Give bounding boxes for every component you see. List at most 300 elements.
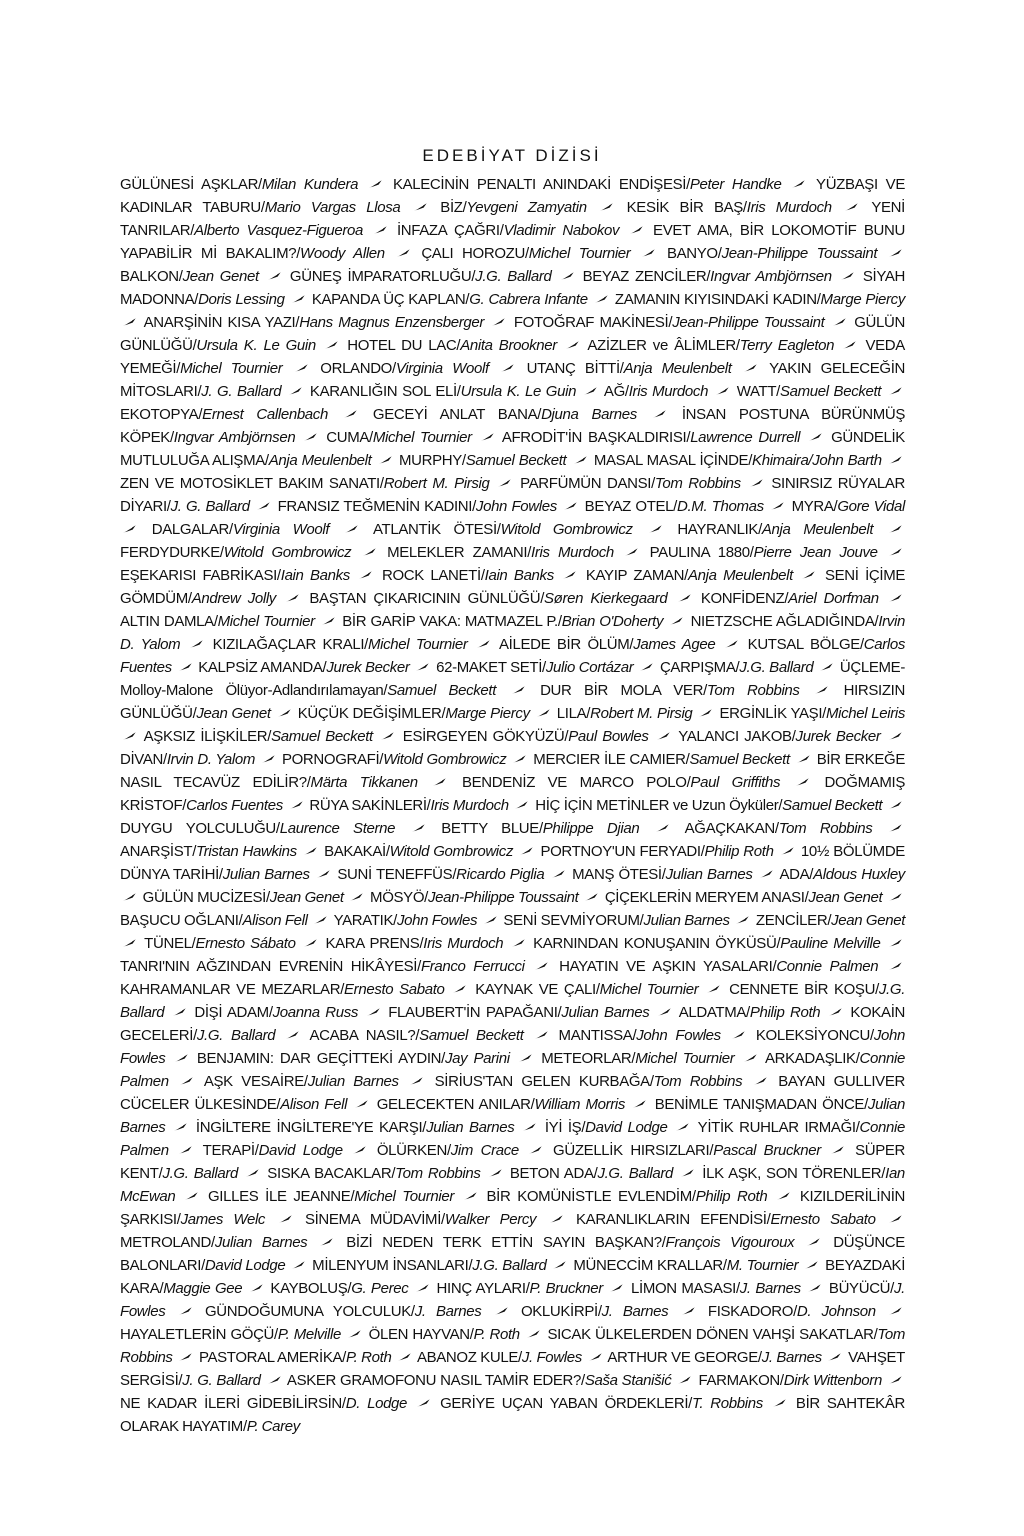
book-title: FRANSIZ TEĞMENİN KADINI (277, 498, 473, 515)
quill-pen-icon (642, 249, 655, 257)
book-title: ÇİÇEKLERİN MERYEM ANASI (604, 889, 805, 906)
book-title: KAHRAMANLAR VE MEZARLAR (120, 981, 341, 998)
book-author: Anja Meulenbelt (761, 521, 874, 538)
book-author: Jean Genet (182, 268, 259, 285)
book-title: SENİ SEVMİYORUM (503, 912, 640, 929)
book-author: Carlos Fuentes (186, 797, 283, 814)
quill-pen-icon (123, 525, 136, 533)
book-title: İNSAN POSTUNA BÜRÜNMÜŞ KÖPEK (120, 406, 905, 446)
book-author: Julian Barnes (222, 866, 310, 883)
book-entry: KOKAİN GECELERİ/J.G. Ballard (120, 1004, 905, 1044)
book-author: Doris Lessing (198, 291, 285, 308)
book-entry: ZEN VE MOTOSİKLET BAKIM SANATI/Robert M. Pirsig (120, 475, 490, 492)
quill-pen-icon (744, 1054, 757, 1062)
book-entry: GÜNDOĞUMUNA YOLCULUK/J. Barnes (204, 1303, 482, 1320)
book-title: LILA (556, 705, 587, 722)
book-author: J. Fowles (521, 1349, 582, 1366)
quill-pen-icon (802, 571, 815, 579)
book-entry: BAŞUCU OĞLANI/Alison Fell (120, 912, 308, 929)
book-title: KOKAİN GECELERİ (120, 1004, 905, 1044)
book-entry: DİVAN/Irvin D. Yalom (120, 751, 255, 768)
book-entry: ANARŞİST/Tristan Hawkins (120, 843, 297, 860)
book-author: Philippe Djian (542, 820, 640, 837)
book-entry: AFRODİT'İN BAŞKALDIRISI/Lawrence Durrell (501, 429, 801, 446)
book-title: SÜPER KENT (120, 1142, 905, 1182)
book-author: Anita Brookner (460, 337, 557, 354)
book-title: HOTEL DU LAC (347, 337, 457, 354)
book-entry: SISKA BACAKLAR/Tom Robbins (267, 1165, 481, 1182)
book-title: SİYAH MADONNA (120, 268, 905, 308)
quill-pen-icon (398, 1353, 411, 1361)
book-title: AĞAÇKAKAN (684, 820, 775, 837)
book-entry: MASAL MASAL İÇİNDE/Khimaira/John Barth (593, 452, 882, 469)
book-author: Witold Gombrowicz (389, 843, 514, 860)
quill-pen-icon (523, 1123, 536, 1131)
book-author: Ursula K. Le Guin (196, 337, 316, 354)
book-author: T. Robbins (691, 1395, 763, 1412)
book-title: EVET AMA, BİR LOKOMOTİF BUNU YAPABİLİR Mİ BAKALIM? (120, 222, 906, 262)
book-title: BİR SAHTEKÂR OLARAK HAYATIM (120, 1395, 905, 1435)
book-entry: OKLUKİRPİ/J. Barnes (520, 1303, 669, 1320)
book-entry: AŞKSIZ İLİŞKİLER/Samuel Beckett (143, 728, 373, 745)
book-author: Jean Genet (196, 705, 271, 722)
book-entry: METEORLAR/Michel Tournier (541, 1050, 735, 1067)
book-author: John Fowles (120, 1027, 905, 1067)
book-author: Jean Genet (808, 889, 883, 906)
quill-pen-icon (414, 203, 427, 211)
book-entry: BİR GARİP VAKA: MATMAZEL P./Brian O'Doherty (342, 613, 664, 630)
book-author: Witold Gombrowicz (383, 751, 507, 768)
quill-pen-icon (792, 180, 805, 188)
book-author: John Fowles (475, 498, 557, 515)
book-entry: FISKADORO/D. Johnson (707, 1303, 876, 1320)
book-author: Jean-Philippe Toussaint (672, 314, 825, 331)
book-entry: CENNETE BİR KOŞU/J.G. Ballard (120, 981, 906, 1021)
book-entry: MYRA/Gore Vidal (791, 498, 906, 515)
book-author: Jurek Becker (326, 659, 410, 676)
book-title: AĞ (603, 383, 625, 400)
book-entry: AĞ/Iris Murdoch (603, 383, 709, 400)
book-title: VAHŞET SERGİSİ (120, 1349, 905, 1389)
book-entry: ALTIN DAMLA/Michel Tournier (120, 613, 315, 630)
book-title: GÜNDOĞUMUNA YOLCULUK (204, 1303, 411, 1320)
book-entry: HİÇ İÇİN METİNLER ve Uzun Öyküler/Samuel Beckett (535, 797, 883, 814)
book-author: M. Tournier (726, 1257, 799, 1274)
quill-pen-icon (600, 203, 613, 211)
quill-pen-icon (190, 640, 203, 648)
book-author: Dirk Wittenborn (783, 1372, 882, 1389)
book-title: PASTORAL AMERİKA (198, 1349, 343, 1366)
book-entry: HAYALETLERİN GÖÇÜ/P. Melville (120, 1326, 341, 1343)
book-title: TÜNEL (144, 935, 192, 952)
book-author: Irvin D. Yalom (166, 751, 255, 768)
quill-pen-icon (889, 824, 902, 832)
quill-pen-icon (585, 893, 598, 901)
book-title: LİMON MASASI (631, 1280, 736, 1297)
book-author: Anja Meulenbelt (268, 452, 372, 469)
quill-pen-icon (257, 502, 270, 510)
book-entry: ADA/Aldous Huxley (779, 866, 905, 883)
book-author: Julio Cortázar (545, 659, 634, 676)
book-title: BETTY BLUE (441, 820, 539, 837)
quill-pen-icon (174, 1123, 187, 1131)
quill-pen-icon (889, 1376, 902, 1384)
book-title: ACABA NASIL? (309, 1027, 416, 1044)
quill-pen-icon (179, 1307, 192, 1315)
book-author: P. Carey (246, 1418, 300, 1435)
book-entry: İNGİLTERE İNGİLTERE'YE KARŞI/Julian Barnes (195, 1119, 515, 1136)
quill-pen-icon (397, 249, 410, 257)
book-author: Tom Robbins (778, 820, 873, 837)
quill-pen-icon (495, 1307, 508, 1315)
book-title: OKLUKİRPİ (520, 1303, 598, 1320)
book-title: GELECEKTEN ANILAR (376, 1096, 531, 1113)
quill-pen-icon (262, 755, 275, 763)
book-title: KUTSAL BÖLGE (747, 636, 860, 653)
book-author: J. Barnes (739, 1280, 801, 1297)
book-author: Philip Roth (704, 843, 774, 860)
book-author: Michel Tournier (368, 636, 468, 653)
quill-pen-icon (771, 502, 784, 510)
quill-pen-icon (889, 249, 902, 257)
quill-pen-icon (809, 433, 822, 441)
book-entry: KARANLIĞIN SOL ELİ/Ursula K. Le Guin (309, 383, 577, 400)
book-author: Anja Meulenbelt (623, 360, 732, 377)
book-title: PORTNOY'UN FERYADI (540, 843, 701, 860)
book-entry: 62-MAKET SETİ/Julio Cortázar (436, 659, 634, 676)
book-author: Tom Robbins (654, 475, 741, 492)
book-entry: GÜNEŞ İMPARATORLUĞU/J.G. Ballard (289, 268, 552, 285)
book-entry: KAHRAMANLAR VE MEZARLAR/Ernesto Sabato (120, 981, 445, 998)
book-title: KALPSİZ AMANDA (198, 659, 323, 676)
book-title: DÜŞÜNCE BALONLARI (120, 1234, 905, 1274)
quill-pen-icon (350, 893, 363, 901)
quill-pen-icon (889, 387, 902, 395)
book-author: P. Bruckner (529, 1280, 603, 1297)
book-title: BEYAZ OTEL (584, 498, 674, 515)
book-author: Ernesto Sabato (770, 1211, 876, 1228)
book-entry: DALGALAR/Virginia Woolf (151, 521, 330, 538)
book-title: MÜNECCİM KRALLAR (573, 1257, 723, 1274)
quill-pen-icon (320, 1238, 333, 1246)
book-entry: FRANSIZ TEĞMENİN KADINI/John Fowles (277, 498, 557, 515)
quill-pen-icon (716, 387, 729, 395)
book-entry: KIZILDERİLİNİN ŞARKISI/James Welc (120, 1188, 905, 1228)
book-author: Woody Allen (300, 245, 385, 262)
book-entry: GÜLÜN GÜNLÜĞÜ/Ursula K. Le Guin (120, 314, 905, 354)
quill-pen-icon (317, 870, 330, 878)
quill-pen-icon (678, 1376, 691, 1384)
book-title: BİZ (440, 199, 463, 216)
book-title: AİLEDE BİR ÖLÜM (499, 636, 630, 653)
book-entry: YENİ TANRILAR/Alberto Vasquez-Figueroa (120, 199, 905, 239)
book-entry: GÜNDELİK MUTLULUĞA ALIŞMA/Anja Meulenbelt (120, 429, 905, 469)
quill-pen-icon (292, 1261, 305, 1269)
book-title: ZAMANIN KIYISINDAKİ KADIN (614, 291, 817, 308)
book-entry: SINIRSIZ RÜYALAR DİYARI/J. G. Ballard (120, 475, 905, 515)
book-title: ERGİNLİK YAŞI (719, 705, 823, 722)
book-entry: HINÇ AYLARI/P. Bruckner (436, 1280, 603, 1297)
book-entry: ÜÇLEME-Molloy-Malone Ölüyor-Adlandırılamayan/Samuel Beckett (120, 659, 905, 699)
book-author: J.G. Ballard (120, 981, 906, 1021)
quill-pen-icon (180, 1077, 193, 1085)
quill-pen-icon (492, 318, 505, 326)
book-entry: LİMON MASASI/J. Barnes (631, 1280, 801, 1297)
book-entry: BİR KOMÜNİSTLE EVLENDİM/Philip Roth (486, 1188, 768, 1205)
book-title: VEDA YEMEĞİ (120, 337, 905, 377)
book-entry: NE KADAR İLERİ GİDEBİLİRSİN/D. Lodge (120, 1395, 408, 1412)
book-entry: PORNOGRAFİ/Witold Gombrowicz (281, 751, 507, 768)
book-entry: PARFÜMÜN DANSI/Tom Robbins (520, 475, 741, 492)
book-entry: BİR SAHTEKÂR OLARAK HAYATIM/P. Carey (120, 1395, 905, 1435)
book-author: Märta Tikkanen (310, 774, 418, 791)
book-title: HAYRANLIK (677, 521, 759, 538)
book-entry: KOLEKSİYONCU/John Fowles (120, 1027, 905, 1067)
book-author: Samuel Beckett (465, 452, 567, 469)
book-entry: BİZİ NEDEN TERK ETTİN SAYIN BAŞKAN?/François Vigouroux (346, 1234, 795, 1251)
quill-pen-icon (566, 341, 579, 349)
book-author: Ernesto Sábato (195, 935, 296, 952)
quill-pen-icon (889, 525, 902, 533)
book-author: Samuel Beckett (419, 1027, 524, 1044)
quill-pen-icon (815, 686, 828, 694)
book-author: Pauline Melville (780, 935, 881, 952)
book-title: KIZILDERİLİNİN ŞARKISI (120, 1188, 905, 1228)
quill-pen-icon (682, 1307, 695, 1315)
quill-pen-icon (640, 663, 653, 671)
quill-pen-icon (889, 801, 902, 809)
book-author: James Welc (180, 1211, 266, 1228)
quill-pen-icon (512, 939, 525, 947)
book-title: ABANOZ KULE (416, 1349, 518, 1366)
book-entry: AĞAÇKAKAN/Tom Robbins (684, 820, 873, 837)
book-author: Philip Roth (749, 1004, 821, 1021)
quill-pen-icon (123, 318, 136, 326)
book-entry: MURPHY/Samuel Beckett (399, 452, 567, 469)
book-entry: RÜYA SAKİNLERİ/Iris Murdoch (309, 797, 509, 814)
book-entry: SICAK ÜLKELERDEN DÖNEN VAHŞİ SAKATLAR/Tom Robbins (120, 1326, 905, 1366)
book-author: Connie Palmen (120, 1050, 905, 1090)
quill-pen-icon (515, 801, 528, 809)
book-author: Michel Tournier (354, 1188, 454, 1205)
book-author: J.G. Ballard (597, 1165, 673, 1182)
quill-pen-icon (433, 778, 446, 786)
book-entry: KAYNAK VE ÇALI/Michel Tournier (475, 981, 699, 998)
quill-pen-icon (760, 870, 773, 878)
book-title: YALANCI JAKOB (678, 728, 792, 745)
book-author: William Morris (534, 1096, 626, 1113)
book-title: BAYAN GULLIVER CÜCELER ÜLKESİNDE (120, 1073, 905, 1113)
quill-pen-icon (829, 1008, 842, 1016)
book-title: MANTISSA (558, 1027, 633, 1044)
book-title: KÜÇÜK DEĞİŞİMLER (297, 705, 442, 722)
quill-pen-icon (527, 1330, 540, 1338)
book-author: Marge Piercy (820, 291, 905, 308)
book-author: Samuel Beckett (689, 751, 790, 768)
book-title: BEYAZ ZENCİLER (582, 268, 707, 285)
book-author: Iris Murdoch (430, 797, 509, 814)
book-title: AŞKSIZ İLİŞKİLER (143, 728, 268, 745)
quill-pen-icon (552, 870, 565, 878)
book-entry: METROLAND/Julian Barnes (120, 1234, 308, 1251)
quill-pen-icon (563, 571, 576, 579)
book-author: Jean-Philippe Toussaint (427, 889, 579, 906)
book-title: ASKER GRAMOFONU NASIL TAMİR EDER? (286, 1372, 582, 1389)
book-title: MİLENYUM İNSANLARI (312, 1257, 469, 1274)
book-author: Samuel Beckett (387, 682, 497, 699)
quill-pen-icon (304, 939, 317, 947)
book-author: James Agee (633, 636, 716, 653)
book-title: MÖSYÖ (370, 889, 425, 906)
quill-pen-icon (416, 663, 429, 671)
book-entry: ERGİNLİK YAŞI/Michel Leiris (719, 705, 905, 722)
book-author: J. Barnes (414, 1303, 482, 1320)
book-entry: FARMAKON/Dirk Wittenborn (698, 1372, 882, 1389)
book-title: MERCIER İLE CAMIER (533, 751, 686, 768)
book-title: SİNEMA MÜDAVİMİ (304, 1211, 442, 1228)
book-title: BEYAZDAKİ KARA (120, 1257, 906, 1297)
book-title: BİR ERKEĞE NASIL TECAVÜZ EDİLİR? (120, 751, 906, 791)
quill-pen-icon (123, 939, 136, 947)
book-author: Julian Barnes (214, 1234, 308, 1251)
quill-pen-icon (535, 962, 548, 970)
quill-pen-icon (725, 640, 738, 648)
book-entry: BALKON/Jean Genet (120, 268, 259, 285)
book-title: EŞEKARISI FABRİKASI (120, 567, 277, 584)
book-author: Philip Roth (695, 1188, 768, 1205)
quill-pen-icon (805, 1261, 818, 1269)
quill-pen-icon (348, 1330, 361, 1338)
quill-pen-icon (537, 709, 550, 717)
book-title: GÜLÜNESİ AŞKLAR (120, 176, 259, 193)
book-author: D. Johnson (796, 1303, 876, 1320)
book-entry: SİYAH MADONNA/Doris Lessing (120, 268, 905, 308)
book-author: Iris Murdoch (423, 935, 504, 952)
book-entry: DUR BİR MOLA VER/Tom Robbins (540, 682, 800, 699)
book-author: Jim Crace (450, 1142, 519, 1159)
book-author: Andrew Jolly (191, 590, 276, 607)
book-title: DOĞMAMIŞ KRİSTOF (120, 774, 906, 814)
book-entry: TANRI'NIN AĞZINDAN EVRENİN HİKÂYESİ/Franco Ferrucci (120, 958, 525, 975)
book-title: HAYATIN VE AŞKIN YASALARI (559, 958, 773, 975)
quill-pen-icon (889, 594, 902, 602)
quill-pen-icon (289, 387, 302, 395)
book-entry: KÜÇÜK DEĞİŞİMLER/Marge Piercy (297, 705, 530, 722)
book-entry: TERAPİ/David Lodge (202, 1142, 343, 1159)
book-entry: DUYGU YOLCULUĞU/Laurence Sterne (120, 820, 396, 837)
book-author: Julian Barnes (561, 1004, 650, 1021)
book-author: Connie Palmen (120, 1119, 905, 1159)
book-title: MYRA (791, 498, 834, 515)
book-title: RÜYA SAKİNLERİ (309, 797, 427, 814)
book-author: J.G. Ballard (472, 1257, 547, 1274)
book-author: Laurence Sterne (279, 820, 396, 837)
book-entry: BENİMLE TANIŞMADAN ÖNCE/Julian Barnes (120, 1096, 906, 1136)
book-title: YÜZBAŞI VE KADINLAR TABURU (120, 176, 905, 216)
book-title: FLAUBERT'İN PAPAĞANI (388, 1004, 558, 1021)
book-title: METROLAND (120, 1234, 212, 1251)
book-entry: GÜZELLİK HIRSIZLARI/Pascal Bruckner (553, 1142, 821, 1159)
book-entry: KIZILAĞAÇLAR KRALI/Michel Tournier (212, 636, 468, 653)
book-title: GECEYİ ANLAT BANA (372, 406, 538, 423)
book-entry: MELEKLER ZAMANI/Iris Murdoch (387, 544, 614, 561)
book-entry: ÇALI HOROZU/Michel Tournier (421, 245, 631, 262)
book-author: Joanna Russ (272, 1004, 359, 1021)
quill-pen-icon (123, 893, 136, 901)
quill-pen-icon (750, 479, 763, 487)
quill-pen-icon (512, 686, 525, 694)
quill-pen-icon (889, 893, 902, 901)
book-entry: YİTİK RUHLAR IRMAĞI/Connie Palmen (120, 1119, 905, 1159)
book-title: HİÇ İÇİN METİNLER ve Uzun Öyküler (535, 797, 779, 814)
book-author: Yevgeni Zamyatin (466, 199, 587, 216)
book-entry: SİRİUS'TAN GELEN KURBAĞA/Tom Robbins (434, 1073, 743, 1090)
book-author: John Fowles (636, 1027, 721, 1044)
book-entry: KAYBOLUŞ/G. Perec (270, 1280, 409, 1297)
quill-pen-icon (630, 226, 643, 234)
book-author: François Vigouroux (665, 1234, 795, 1251)
book-title: GERİYE UÇAN YABAN ÖRDEKLERİ (440, 1395, 689, 1412)
book-author: Ricardo Piglia (456, 866, 545, 883)
book-title: BAKAKAİ (324, 843, 386, 860)
book-author: Jay Parini (445, 1050, 510, 1067)
book-title: NIETZSCHE AĞLADIĞINDA (690, 613, 875, 630)
book-title: ZEN VE MOTOSİKLET BAKIM SANATI (120, 475, 380, 492)
book-author: J.G. Ballard (475, 268, 552, 285)
book-title: SINIRSIZ RÜYALAR DİYARI (120, 475, 905, 515)
book-title: KOLEKSİYONCU (755, 1027, 871, 1044)
quill-pen-icon (529, 1146, 542, 1154)
book-author: J.G. Ballard (196, 1027, 276, 1044)
book-entry: GILLES İLE JEANNE/Michel Tournier (207, 1188, 454, 1205)
book-entry: KARANLIKLARIN EFENDİSİ/Ernesto Sabato (576, 1211, 876, 1228)
book-author: Michel Tournier (372, 429, 472, 446)
book-author: Pierre Jean Jouve (753, 544, 878, 561)
book-title: KALECİNİN PENALTI ANINDAKİ ENDİŞESİ (392, 176, 687, 193)
book-author: D. Lodge (345, 1395, 408, 1412)
book-entry: FOTOĞRAF MAKİNESİ/Jean-Philippe Toussaint (513, 314, 825, 331)
quill-pen-icon (179, 1146, 192, 1154)
book-entry: KONFİDENZ/Ariel Dorfman (700, 590, 879, 607)
book-title: AŞK VESAİRE (203, 1073, 304, 1090)
quill-pen-icon (279, 1215, 292, 1223)
book-author: Samuel Beckett (271, 728, 373, 745)
book-entry: BİR ERKEĞE NASIL TECAVÜZ EDİLİR?/Märta Tikkanen (120, 751, 906, 791)
book-author: Tom Robbins (120, 1326, 905, 1366)
book-entry: GÜLÜNESİ AŞKLAR/Milan Kundera (120, 176, 359, 193)
book-author: Tom Robbins (395, 1165, 481, 1182)
book-title: BİR KOMÜNİSTLE EVLENDİM (486, 1188, 692, 1205)
book-title: YARATIK (333, 912, 394, 929)
book-author: Jurek Becker (795, 728, 881, 745)
book-title: GÜNEŞ İMPARATORLUĞU (289, 268, 472, 285)
quill-pen-icon (535, 1031, 548, 1039)
book-author: Paul Bowles (568, 728, 649, 745)
book-title: ROCK LANETİ (381, 567, 481, 584)
book-author: J.G. Ballard (162, 1165, 238, 1182)
quill-pen-icon (699, 709, 712, 717)
book-title: BİR GARİP VAKA: MATMAZEL P. (342, 613, 558, 630)
book-author: Mario Vargas Llosa (264, 199, 401, 216)
book-entry: BEYAZ OTEL/D.M. Thomas (584, 498, 764, 515)
book-title: KONFİDENZ (700, 590, 785, 607)
quill-pen-icon (286, 1031, 299, 1039)
quill-pen-icon (304, 847, 317, 855)
book-title: EKOTOPYA (120, 406, 199, 423)
quill-pen-icon (286, 594, 299, 602)
book-author: Ariel Dorfman (788, 590, 879, 607)
book-title: KIZILAĞAÇLAR KRALI (212, 636, 365, 653)
